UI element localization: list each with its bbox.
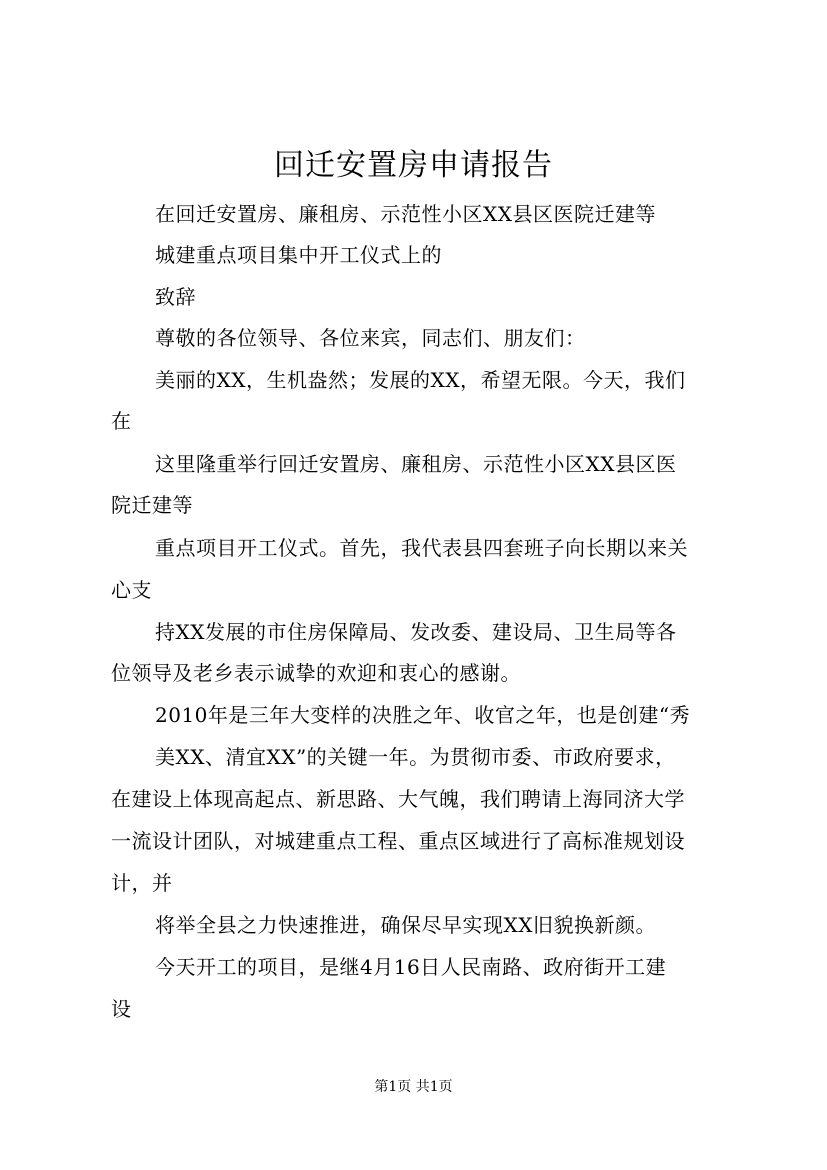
body-line: 美丽的XX，生机盎然；发展的XX，希望无限。今天，我们: [155, 368, 686, 392]
body-line: 在建设上体现高起点、新思路、大气魄，我们聘请上海同济大学: [111, 787, 685, 811]
body-line: 心支: [111, 578, 152, 602]
body-line: 美XX、清宜XX”的关键一年。为贯彻市委、市政府要求，: [155, 745, 676, 769]
body-line: 一流设计团队，对城建重点工程、重点区域进行了高标准规划设: [111, 829, 685, 853]
body-line: 重点项目开工仪式。首先，我代表县四套班子向长期以来关: [155, 536, 688, 560]
body-line: 城建重点项目集中开工仪式上的: [155, 243, 442, 267]
body-line: 在回迁安置房、廉租房、示范性小区XX县区医院迁建等: [155, 202, 656, 226]
body-line: 在: [111, 409, 132, 433]
document-title: 回迁安置房申请报告: [274, 148, 553, 183]
body-line: 今天开工的项目，是继4月16日人民南路、政府街开工建: [155, 955, 667, 979]
body-line: 致辞: [155, 285, 196, 309]
body-line: 尊敬的各位领导、各位来宾，同志们、朋友们：: [155, 326, 586, 350]
body-line: 2010年是三年大变样的决胜之年、收官之年，也是创建“秀: [155, 703, 691, 727]
page-number-footer: 第1页 共1页: [374, 1079, 453, 1095]
body-line: 计，并: [111, 871, 173, 895]
body-line: 设: [111, 997, 132, 1021]
body-line: 位领导及老乡表示诚挚的欢迎和衷心的感谢。: [111, 661, 521, 685]
body-line: 院迁建等: [111, 493, 193, 517]
body-line: 持XX发展的市住房保障局、发改委、建设局、卫生局等各: [155, 620, 677, 644]
body-line: 这里隆重举行回迁安置房、廉租房、示范性小区XX县区医: [155, 452, 677, 476]
body-line: 将举全县之力快速推进，确保尽早实现XX旧貌换新颜。: [155, 913, 656, 937]
